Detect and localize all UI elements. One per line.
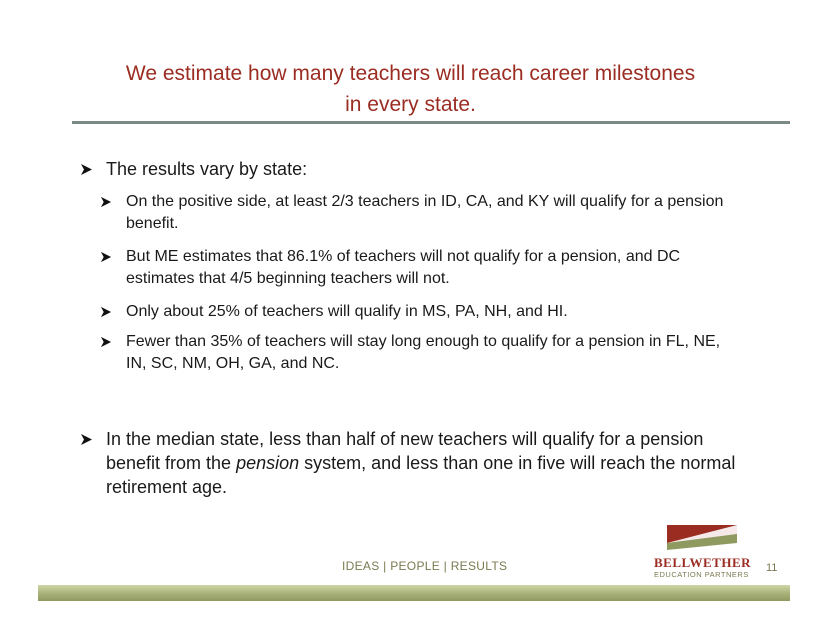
sub-bullet-item bbox=[100, 331, 726, 375]
bullet-text-part: system, and less than one in five will reach the normal retirement age. bbox=[106, 453, 736, 497]
title-line-2: in every state. bbox=[345, 93, 476, 116]
sub-bullet-text: Fewer than 35% of teachers will stay long enough to qualify for a pension in FL, NE, IN, SC, NM, OH, GA, and NC. bbox=[126, 333, 721, 372]
arrowhead-bullet-icon bbox=[80, 157, 106, 176]
logo-brand-text: BELLWETHER bbox=[654, 555, 752, 570]
bullet-text bbox=[106, 427, 746, 499]
page-number: 11 bbox=[766, 562, 778, 574]
sub-bullet-item bbox=[100, 191, 726, 235]
arrowhead-bullet-icon bbox=[100, 301, 126, 318]
sub-bullet-item bbox=[100, 301, 726, 323]
bullet-item bbox=[80, 157, 746, 181]
logo-subtitle-text: EDUCATION PARTNERS bbox=[654, 570, 749, 579]
footer-tagline: IDEAS | PEOPLE | RESULTS bbox=[342, 559, 508, 573]
arrowhead-bullet-icon bbox=[100, 191, 126, 208]
footer-bar bbox=[38, 585, 790, 601]
title-divider bbox=[72, 121, 790, 124]
bullet-text: The results vary by state: bbox=[106, 159, 308, 179]
arrowhead-bullet-icon bbox=[80, 427, 106, 446]
sub-bullet-text: But ME estimates that 86.1% of teachers will not qualify for a pension, and DC estimates that 4/5 beginning teachers will not. bbox=[126, 248, 681, 287]
arrowhead-bullet-icon bbox=[100, 246, 126, 263]
bullet-item bbox=[80, 427, 746, 499]
slide-title bbox=[40, 58, 781, 120]
arrowhead-bullet-icon bbox=[100, 331, 126, 348]
sub-bullet-item bbox=[100, 246, 726, 290]
bullet-text-emphasis: pension bbox=[236, 453, 300, 473]
sub-bullet-text: On the positive side, at least 2/3 teachers in ID, CA, and KY will qualify for a pension benefit. bbox=[126, 193, 724, 232]
sub-bullet-text: Only about 25% of teachers will qualify in MS, PA, NH, and HI. bbox=[126, 303, 568, 320]
bullet-text-part: In the median state, less than half of new teachers will qualify for a pension benefit from the bbox=[106, 429, 704, 473]
title-line-1: We estimate how many teachers will reach career milestones bbox=[125, 62, 696, 85]
